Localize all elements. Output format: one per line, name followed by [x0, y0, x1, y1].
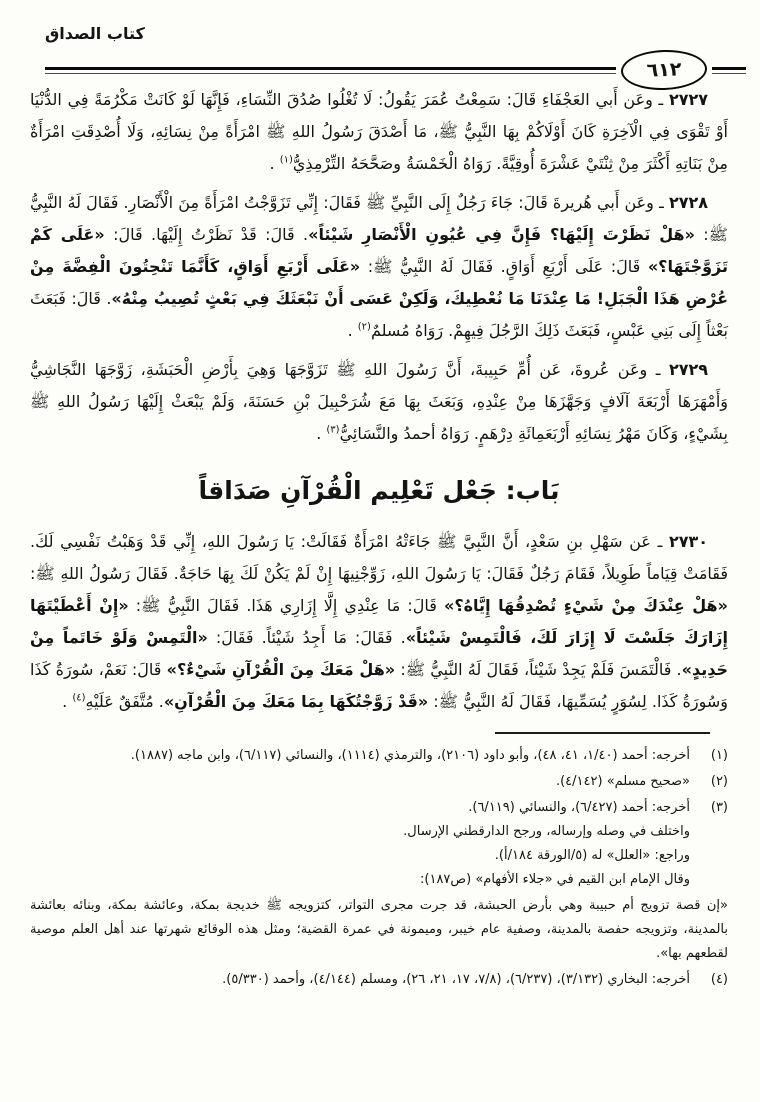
text-segment: . مُتَّفَقٌ عَلَيْهِ: [85, 692, 164, 711]
hadith-paragraph-2729: [30, 354, 728, 450]
footnote-2: [30, 770, 728, 794]
hadith-number: ٢٧٢٩: [668, 360, 708, 379]
quoted-speech: «عَلَى أَرْبَعِ أَوَاقٍ، كَأَنَّمَا تَنْحِتُونَ الْفِضَّةَ مِنْ عُرْضِ هَذَا الْجَبَلِ! مَا عِنْدَنَا مَا نُعْطِيكَ، وَلَكِنْ عَسَى أَنْ نَبْعَثَكَ فِي بَعْثٍ تُصِيبُ مِنْهُ»: [30, 257, 729, 308]
hadith-text: [30, 532, 728, 711]
text-segment: . قَالَ: قَدْ نَظَرْتُ إِلَيْهَا. قَالَ:: [104, 225, 309, 244]
footnote-ref: (١): [279, 154, 293, 166]
header-rule: [45, 50, 746, 90]
hadith-number: ٢٧٣٠: [668, 532, 708, 551]
quoted-speech: «عَلَى كَمْ تَزَوَّجْتَهَا؟»: [30, 225, 728, 276]
footnote-body: [30, 796, 690, 892]
page-header: [0, 0, 760, 82]
quoted-speech: «هَلْ نَظَرْتَ إِلَيْهَا؟ فَإِنَّ فِي عُيُونِ الْأَنْصَارِ شَيْئاً»: [308, 225, 695, 244]
chapter-heading: بَاب: جَعْل تَعْلِيم الْقُرْآنِ صَدَاقاً: [198, 476, 560, 505]
text-segment: ـ وعَن أَبي العَجْفَاءِ قَالَ: سَمِعْتُ عُمَرَ يَقُولُ: لَا تُغْلُوا صُدُقَ النِّسَاءِ، فَإِنَّهَا لَوْ كَانَتْ مَكْرُمَةً فِي الدُّنْيَا أَوْ تَقْوَى فِي الْآخِرَةِ كَانَ أَوْلَاكُمْ بِهَا النَّبِيُّ ﷺ، مَا أَصْدَقَ رَسُولُ اللهِ ﷺ امْرَأَةً مِنْ نِسَائِهِ، وَلَا أُصْدِقَتِ امْرَأَةٌ مِنْ بَنَاتِهِ أَكْثَرَ مِنْ ثِنْتَيْ عَشْرَةَ أُوقِيَّةً. رَوَاهُ الْخَمْسَةُ وصَحَّحَهُ التِّرْمِذِيُّ: [30, 90, 728, 173]
footnote-note-line: واختلف في وصله وإرساله، ورجح الدارقطني الإرسال.: [403, 824, 690, 840]
text-segment: ـ وعَن عُروةَ، عَن أُمِّ حَبِيبةَ، أَنَّ رَسُولَ اللهِ ﷺ تَزَوَّجَهَا وَهِيَ بِأَرْضِ الْحَبَشَةِ، زَوَّجَهَا النَّجَاشِيُّ وَأَمْهَرَهَا أَرْبَعَةَ آلَافٍ وَجَهَّزَهَا مِنْ عِنْدِهِ، وَبَعَثَ بِهَا مَعَ شُرَحْبِيلَ بْنِ حَسَنَةَ، وَلَمْ يَبْعَثْ إِلَيْهَا رَسُولُ اللهِ ﷺ بِشَيْءٍ، وَكَانَ مَهْرُ نِسَائِهِ أَرْبَعَمِائَةِ دِرْهَمٍ. رَوَاهُ أحمدُ والنَّسَائِيُّ: [30, 360, 728, 443]
footnote-3: [30, 796, 728, 892]
footnote-text: أخرجه: البخاري (٣/١٣٢)، (٦/٢٣٧)، (٧/٨، ١٧، ٢١، ٢٦)، ومسلم (٤/١٤٤)، وأحمد (٥/٣٣٠).: [222, 972, 690, 988]
running-head-book-title: كتاب الصداق: [45, 24, 145, 43]
footnote-4: [30, 968, 728, 992]
footnote-text: «صحيح مسلم» (٤/١٤٢).: [555, 774, 690, 790]
page-number-badge: [620, 49, 707, 92]
quoted-speech: «هَلْ مَعَكَ مِنَ الْقُرْآنِ شَيْءٌ؟»: [166, 660, 396, 679]
footnote-ref: (٣): [326, 424, 340, 436]
header-double-line-right: [712, 67, 746, 74]
text-segment: . فَقَالَ: مَا أَجِدُ شَيْئاً. فَقَالَ:: [207, 628, 406, 647]
page-number: ٦١٢: [646, 58, 682, 82]
quoted-speech: «إِنْ أَعْطَيْتَهَا إِزَارَكَ جَلَسْتَ لَا إِزَارَ لَكَ، فَالْتَمِسْ شَيْئاً»: [30, 596, 729, 647]
footnote-ref: (٤): [72, 692, 86, 704]
footnote-marker: (١): [710, 748, 728, 763]
hadith-number: ٢٧٢٨: [668, 193, 708, 212]
footnote-marker: (٢): [710, 774, 728, 790]
text-segment: . قَالَ: فَبَعَثَ بَعْثاً إِلَى بَنِي عَبْسٍ، فَبَعَثَ ذَلِكَ الرَّجُلَ فِيهِمْ. رَوَاهُ مُسلمٌ: [30, 289, 728, 340]
footnote-3-quote: «إن قصة تزويج أم حبيبة وهي بأرض الحبشة، قد جرت مجرى التواتر، كتزويجه ﷺ خديجة بمكة، وعائشة بمكة، وبنائه بعائشة بالمدينة، وتزويجه حفصة بالمدينة، وصفية عام خيبر، وميمونة في عمرة القضية؛ ومثل هذه الوقائع شهرتها عند أهل العلم موصية لقطعهم بها».: [30, 898, 728, 962]
footnote-marker: (٣): [710, 800, 728, 816]
hadith-text: [30, 90, 728, 173]
footnote-text: أخرجه: أحمد (٦/٤٢٧)، والنسائي (٦/١١٩).: [468, 800, 690, 816]
footnote-note-line: وراجع: «العلل» له (٥/الورقة ١٨٤/أ).: [494, 848, 690, 864]
footnote-separator: [495, 732, 710, 734]
hadith-text-block: [0, 72, 760, 718]
text-segment: . فَالْتَمَسَ فَلَمْ يَجِدْ شَيْئاً، فَقَالَ لَهُ النَّبِيُّ ﷺ:: [395, 660, 682, 679]
text-segment: قَالَ: مَا عِنْدِي إِلَّا إِزَارِي هَذَا. فَقَالَ النَّبِيُّ ﷺ:: [128, 596, 444, 615]
quoted-speech: «الْتَمِسْ وَلَوْ خَاتَماً مِنْ حَدِيدٍ»: [30, 628, 729, 679]
hadith-paragraph-2727: [30, 84, 728, 180]
text-segment: .: [62, 692, 73, 711]
text-segment: .: [316, 424, 327, 443]
hadith-paragraph-2730: [30, 526, 728, 718]
text-segment: ـ عَن سَهْلِ بنِ سَعْدٍ، أَنَّ النَّبِيَّ ﷺ جَاءَتْهُ امْرَأَةٌ فَقَالَتْ: يَا رَسُولَ اللهِ، إِنِّي قَدْ وَهَبْتُ نَفْسِي لَكَ. فَقَامَتْ قِيَاماً طَوِيلاً، فَقَامَ رَجُلٌ فَقَالَ: يَا رَسُولَ اللهِ، زَوِّجْنِيهَا إِنْ لَمْ يَكُنْ لَكَ بِهَا حَاجَةٌ. فَقَالَ رَسُولُ اللهِ ﷺ:: [30, 532, 728, 583]
quoted-speech: «قَدْ زَوَّجْتُكَهَا بِمَا مَعَكَ مِنَ الْقُرْآنِ»: [163, 692, 429, 711]
header-double-line-left: [45, 67, 616, 74]
footnote-note-line: وقال الإمام ابن القيم في «جلاء الأفهام» (ص١٨٧):: [420, 872, 690, 888]
text-segment: .: [347, 321, 358, 340]
hadith-number: ٢٧٢٧: [668, 90, 708, 109]
hadith-text: [30, 360, 728, 443]
quoted-speech: «هَلْ عِنْدَكَ مِنْ شَيْءٍ تُصْدِقُهَا إِيَّاهُ؟»: [443, 596, 728, 615]
text-segment: قَالَ: نَعَمْ، سُورَةُ كَذَا وَسُورَةُ كَذَا. لِسُوَرٍ يُسَمِّيهَا، فَقَالَ لَهُ النَّبِيُّ ﷺ:: [30, 660, 728, 711]
hadith-text: [30, 193, 728, 340]
hadith-paragraph-2728: [30, 187, 728, 347]
footnote-marker: (٤): [710, 972, 728, 988]
footnote-1: [30, 744, 728, 768]
text-segment: ـ وعَن أَبي هُريرةَ قَالَ: جَاءَ رَجُلٌ إِلَى النَّبِيِّ ﷺ فَقَالَ: إِنِّي تَزَوَّجْتُ امْرَأَةً مِنَ الْأَنْصَارِ. فَقَالَ لَهُ النَّبِيُّ ﷺ:: [30, 193, 729, 244]
text-segment: قَالَ: عَلَى أَرْبَعِ أَوَاقٍ. فَقَالَ لَهُ النَّبِيُّ ﷺ:: [360, 257, 648, 276]
footnote-ref: (٢): [357, 321, 371, 333]
text-segment: .: [269, 154, 280, 173]
footnotes-block: [0, 744, 760, 992]
footnote-text: أخرجه: أحمد (١/٤٠، ٤١، ٤٨)، وأبو داود (٢١٠٦)، والترمذي (١١١٤)، والنسائي (٦/١١٧)، وابن ماجه (١٨٨٧).: [130, 748, 690, 763]
